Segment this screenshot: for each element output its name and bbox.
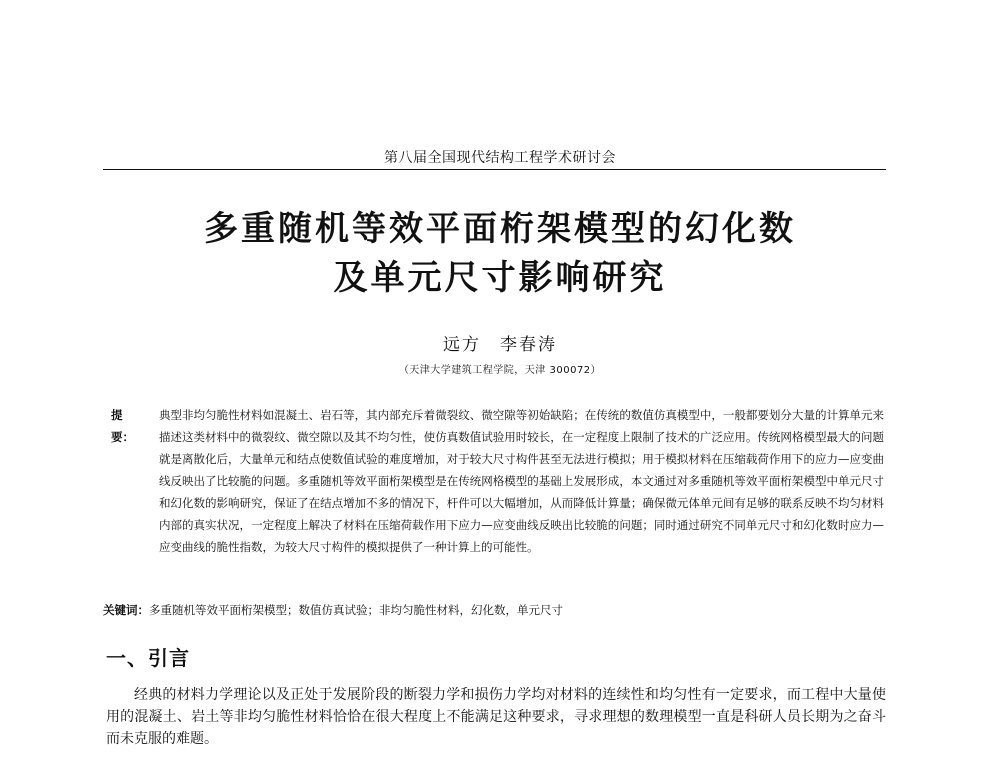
abstract-text: 典型非均匀脆性材料如混凝土、岩石等，其内部充斥着微裂纹、微空隙等初始缺陷；在传统的数值仿真模型中，一般都要划分大量的计算单元来描述这类材料中的微裂纹、微空隙以及其不均匀性，使仿真数值试验用时较长，在一定程度上限制了技术的广泛应用。传统网格模型最大的问题就是离散化后，大量单元和结点使数值试验的难度增加，对于较大尺寸构件甚至无法进行模拟；用于模拟材料在压缩载荷作用下的应力—应变曲线反映出了比较脆的问题。多重随机等效平面桁架模型是在传统网格模型的基础上发展形成，本文通过对多重随机等效平面桁架模型中单元尺寸和幻化数的影响研究，保证了在结点增加不多的情况下，杆件可以大幅增加，从而降低计算量；确保微元体单元间有足够的联系反映不均匀材料内部的真实状况，一定程度上解决了材料在压缩荷载作用下应力—应变曲线反映出比较脆的问题；同时通过研究不同单元尺寸和幻化数时应力—应变曲线的脆性指数，为较大尺寸构件的模拟提供了一种计算上的可能性。	[159, 408, 884, 554]
abstract-block	[111, 404, 884, 558]
conference-header: 第八届全国现代结构工程学术研讨会	[384, 150, 616, 166]
paper-title-line-1: 多重随机等效平面桁架模型的幻化数	[204, 209, 796, 249]
keywords-block	[103, 600, 886, 620]
introduction-paragraph: 经典的材料力学理论以及正处于发展阶段的断裂力学和损伤力学均对材料的连续性和均匀性有一定要求，而工程中大量使用的混凝土、岩土等非均匀脆性材料恰恰在很大程度上不能满足这种要求，寻求理想的数理模型一直是科研人员长期为之奋斗而未克服的难题。	[106, 687, 886, 747]
section-heading-introduction: 一、引言	[106, 646, 190, 670]
keywords-label: 关键词：	[103, 603, 149, 617]
header-rule	[103, 169, 886, 170]
abstract-label: 提 要：	[111, 408, 134, 444]
paper-affiliation: （天津大学建筑工程学院，天津 300072）	[398, 365, 602, 376]
keywords-text: 多重随机等效平面桁架模型；数值仿真试验；非均匀脆性材料，幻化数，单元尺寸	[149, 603, 563, 617]
paper-title-line-2: 及单元尺寸影响研究	[333, 258, 667, 298]
paper-authors: 远方 李春涛	[443, 335, 557, 355]
